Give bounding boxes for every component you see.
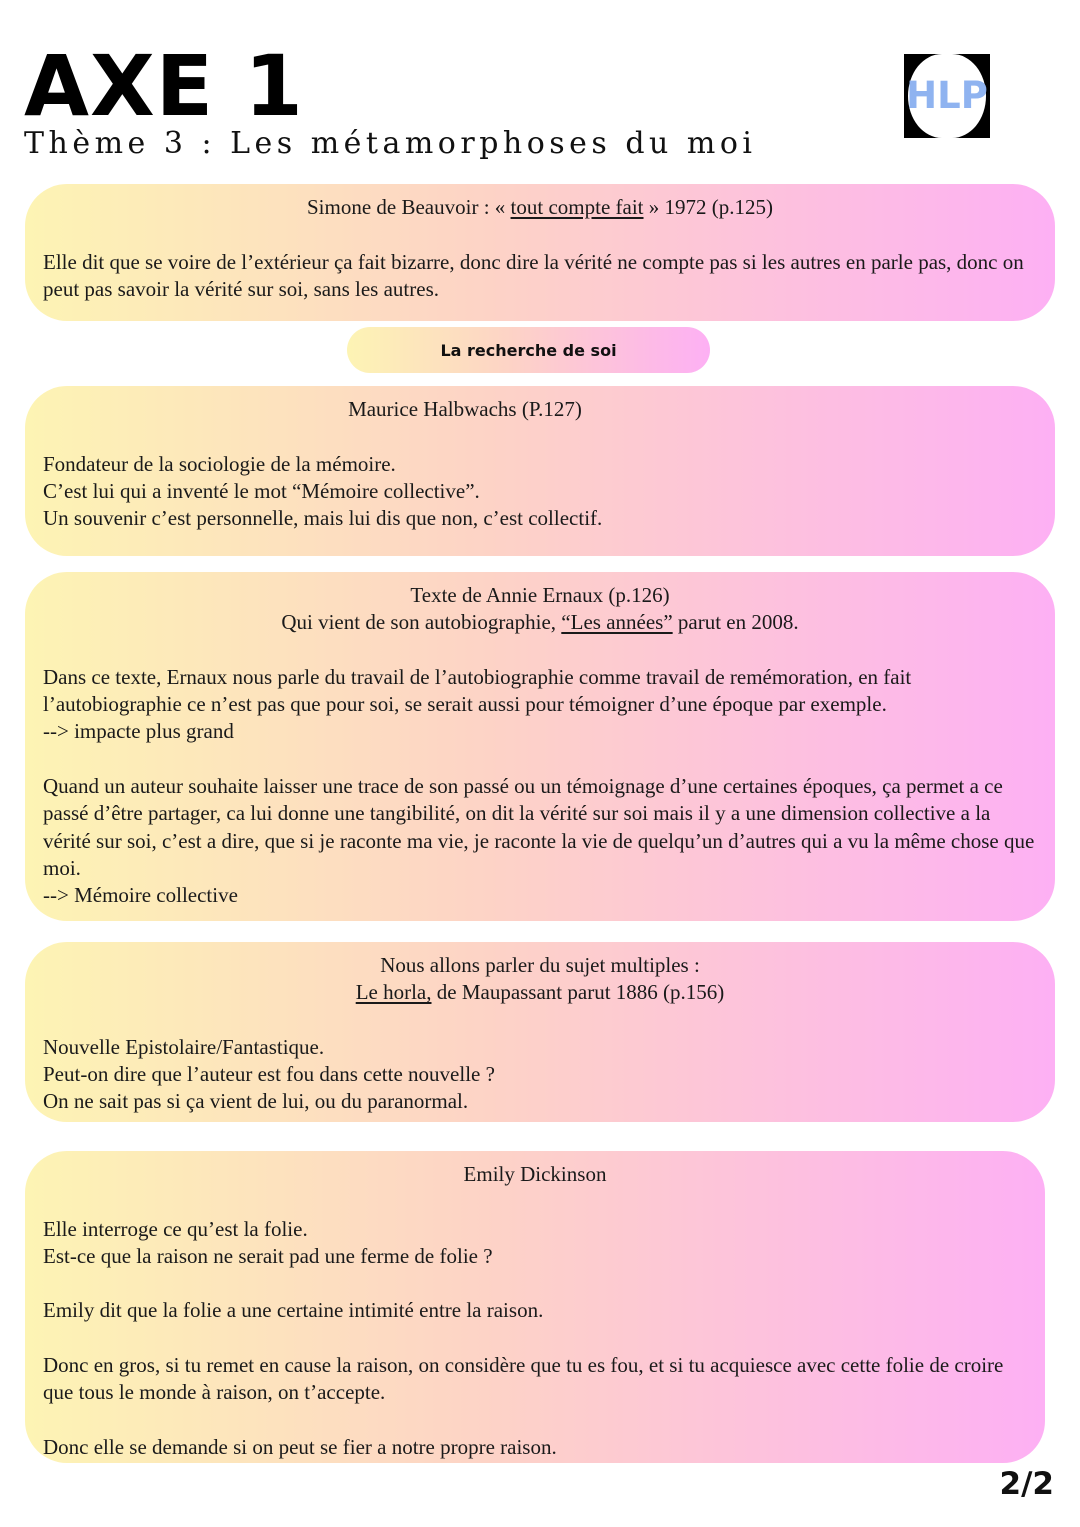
- ernaux-arrow-note: --> impacte plus grand: [43, 719, 234, 744]
- beauvoir-body: Elle dit que se voire de l’extérieur ça fait bizarre, donc dire la vérité ne compte pas si les autres en parle pas, donc on peut pas savoir la vérité sur soi, sans les autres.: [43, 249, 1024, 301]
- ernaux-paragraph: Quand un auteur souhaite laisser une trace de son passé ou un témoignage d’une certaines époques, ça permet a ce passé d’être partager, ca lui donne une tangibilité, on dit la vérité sur soi mais il y a une dimension collective a la vérité sur soi, c’est a dire, que si je raconte ma vie, je raconte la vie de quelqu’un d’autres qui a vu la même chose que moi.: [43, 774, 1035, 880]
- ernaux-subheading: Qui vient de son autobiographie, “Les années” parut en 2008.: [281, 610, 799, 635]
- dickinson-line: Elle interroge ce qu’est la folie.: [43, 1216, 308, 1241]
- section-label: La recherche de soi: [347, 327, 710, 373]
- page-subtitle: Thème 3 : Les métamorphoses du moi: [24, 126, 757, 161]
- ernaux-heading: Texte de Annie Ernaux (p.126): [410, 583, 670, 607]
- horla-subheading: Le horla, de Maupassant parut 1886 (p.156): [355, 980, 725, 1005]
- page-number: 2/2: [999, 1466, 1054, 1502]
- horla-line: Peut-on dire que l’auteur est fou dans cette nouvelle ?: [43, 1062, 495, 1087]
- beauvoir-book-title: tout compte fait: [510, 195, 644, 219]
- horla-line: Nouvelle Epistolaire/Fantastique.: [43, 1034, 325, 1059]
- halbwachs-card: [25, 386, 1055, 556]
- beauvoir-card: [25, 184, 1055, 321]
- halbwachs-line: C’est lui qui a inventé le mot “Mémoire collective”.: [43, 478, 480, 503]
- page-title: AXE 1: [24, 37, 304, 135]
- halbwachs-line: Un souvenir c’est personnelle, mais lui dis que non, c’est collectif.: [43, 506, 603, 531]
- dickinson-line: Donc en gros, si tu remet en cause la raison, on considère que tu es fou, et si tu acquiesce avec cette folie de croire que tous le monde à raison, on t’accepte.: [43, 1353, 1004, 1405]
- horla-book-title: Le horla,: [355, 980, 432, 1005]
- halbwachs-line: Fondateur de la sociologie de la mémoire.: [43, 451, 396, 476]
- ernaux-card: [25, 572, 1055, 921]
- halbwachs-heading: Maurice Halbwachs (P.127): [348, 397, 582, 421]
- hlp-logo: [902, 52, 992, 140]
- dickinson-line: Emily dit que la folie a une certaine intimité entre la raison.: [43, 1298, 544, 1323]
- logo-text: HLP: [906, 74, 988, 117]
- dickinson-card: [25, 1151, 1045, 1463]
- horla-card: [25, 942, 1055, 1122]
- horla-heading: Nous allons parler du sujet multiples :: [380, 953, 700, 977]
- ernaux-paragraph: Dans ce texte, Ernaux nous parle du travail de l’autobiographie comme travail de remémoration, en fait l’autobiographie ce n’est pas que pour soi, se serait aussi pour témoigner d’une époque par exemple.: [43, 664, 912, 717]
- dickinson-line: Est-ce que la raison ne serait pad une ferme de folie ?: [43, 1243, 493, 1268]
- ernaux-book-title: “Les années”: [561, 610, 673, 635]
- beauvoir-heading: Simone de Beauvoir : « tout compte fait » 1972 (p.125): [306, 195, 774, 219]
- dickinson-heading: Emily Dickinson: [463, 1162, 607, 1186]
- dickinson-line: Donc elle se demande si on peut se fier a notre propre raison.: [43, 1434, 557, 1459]
- ernaux-arrow-note: --> Mémoire collective: [43, 883, 238, 908]
- horla-line: On ne sait pas si ça vient de lui, ou du paranormal.: [43, 1089, 469, 1114]
